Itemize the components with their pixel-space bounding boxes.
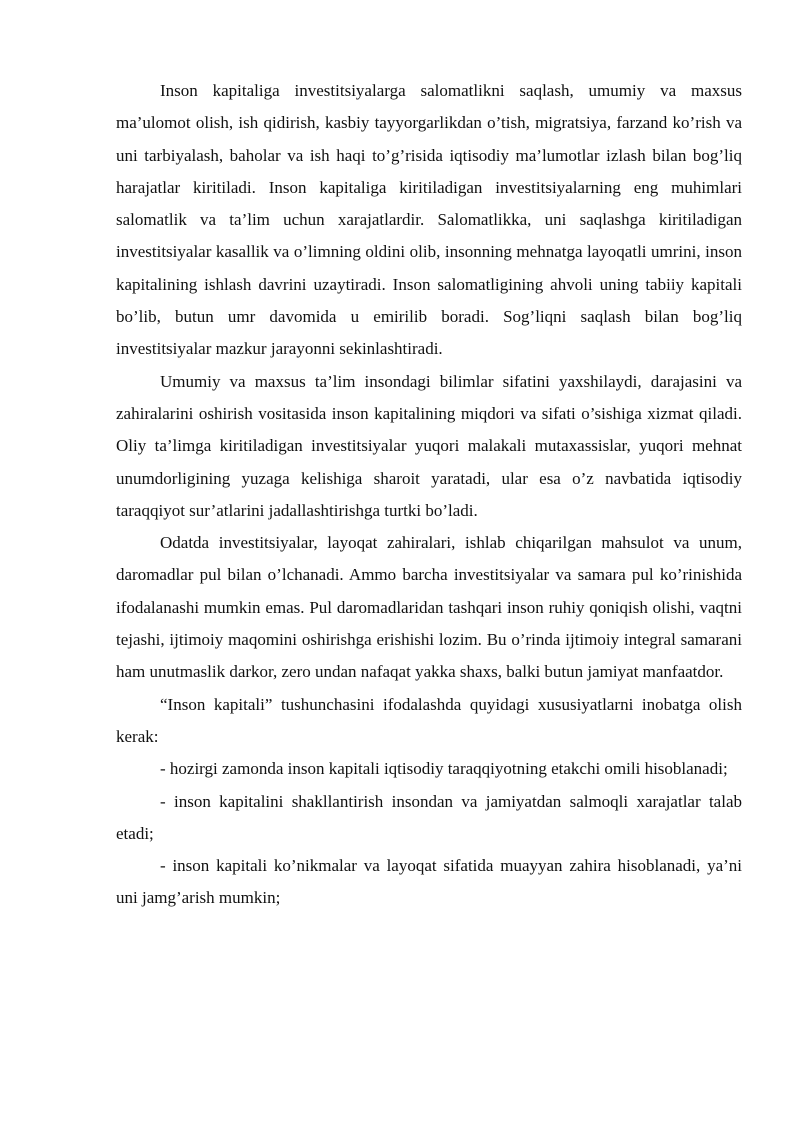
paragraph-measurement: Odatda investitsiyalar, layoqat zahiralari, ishlab chiqarilgan mahsulot va unum, daromadlar pul bilan o’lchanadi. Ammo barcha investitsiyalar va samara pul ko’rinishida ifodalanashi mumkin emas. Pul daromadlaridan tashqari inson ruhiy qoniqish olishi, vaqtni tejashi, ijtimoiy maqomini oshirishga erishishi lozim. Bu o’rinda ijtimoiy integral samarani ham unutmaslik darkor, zero undan nafaqat yakka shaxs, balki butun jamiyat manfaatdor. xyxy=(116,533,742,682)
paragraph-definition-intro: “Inson kapitali” tushunchasini ifodalashda quyidagi xususiyatlarni inobatga olish kerak: xyxy=(116,694,742,746)
list-item: - inson kapitalini shakllantirish insondan va jamiyatdan salmoqli xarajatlar talab etadi; xyxy=(116,791,742,843)
list-item: - inson kapitali ko’nikmalar va layoqat sifatida muayyan zahira hisoblanadi, ya’ni uni jamg’arish mumkin; xyxy=(116,856,742,908)
paragraph-education: Umumiy va maxsus ta’lim insondagi bilimlar sifatini yaxshilaydi, darajasini va zahiralarini oshirish vositasida inson kapitalining miqdori va sifati o’sishiga xizmat qiladi. Oliy ta’limga kiritiladigan investitsiyalar yuqori malakali mutaxassislar, yuqori mehnat unumdorligining yuzaga kelishiga sharoit yaratadi, ular esa o’z navbatida iqtisodiy taraqqiyot sur’atlarini jadallashtirishga turtki bo’ladi. xyxy=(116,371,742,520)
document-page xyxy=(116,75,742,915)
list-item: - hozirgi zamonda inson kapitali iqtisodiy taraqqiyotning etakchi omili hisoblanadi; xyxy=(160,759,728,779)
paragraph-human-capital-investments: Inson kapitaliga investitsiyalarga salomatlikni saqlash, umumiy va maxsus ma’ulomot olish, ish qidirish, kasbiy tayyorgarlikdan o’tish, migratsiya, farzand ko’rish va uni tarbiyalash, baholar va ish haqi to’g’risida iqtisodiy ma’lumotlar izlash bilan bog’liq harajatlar kiritiladi. Inson kapitaliga kiritiladigan investitsiyalarning eng muhimlari salomatlik va ta’lim uchun xarajatlardir. Salomatlikka, uni saqlashga kiritiladigan investitsiyalar kasallik va o’limning oldini olib, insonning mehnatga layoqatli umrini, inson kapitalining ishlash davrini uzaytiradi. Inson salomatligining ahvoli uning tabiiy kapitali bo’lib, butun umr davomida u emirilib boradi. Sog’liqni saqlash bilan bog’liq investitsiyalar mazkur jarayonni sekinlashtiradi. xyxy=(116,81,742,359)
